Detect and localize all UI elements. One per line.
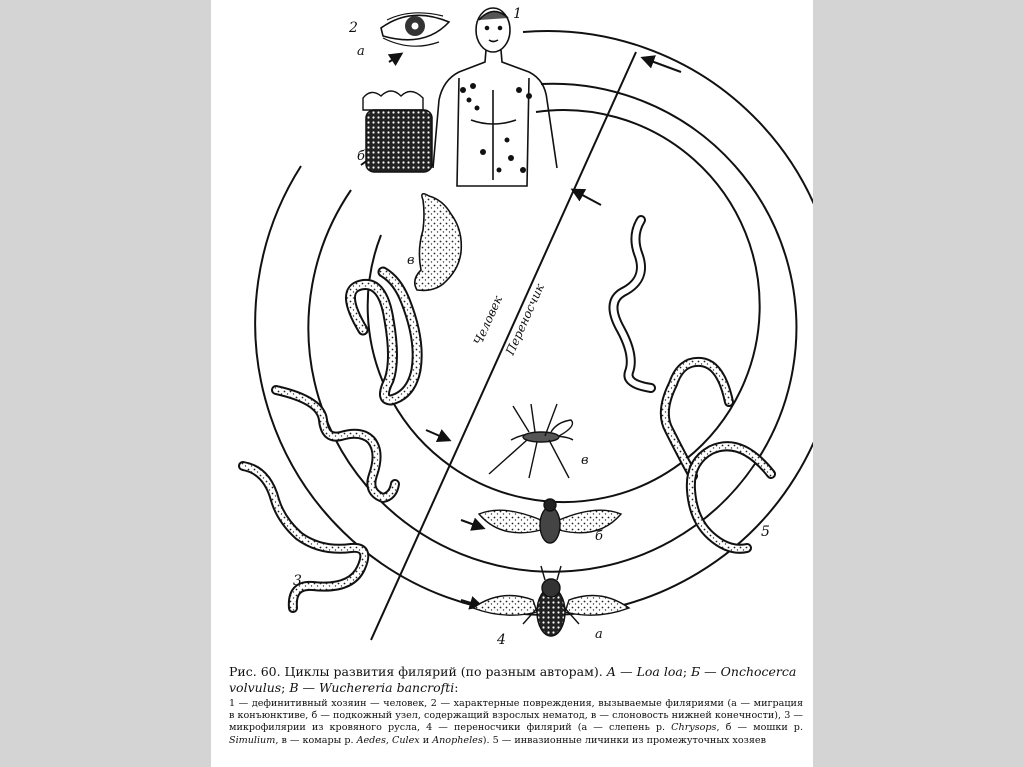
filaria-life-cycle-diagram [211,0,813,660]
figure-caption [229,664,803,747]
divider-label-vector: Переносчик [502,281,547,358]
legend-text: ). 5 — инвазионные личинки из промежуточных хозяев [482,734,766,746]
caption-suffix: : [454,680,459,695]
cycle-arrow [426,430,449,440]
human-figure [433,8,557,186]
label-letter-b-node: б [357,149,365,164]
subcutaneous-node-illustration [363,91,432,172]
legend-genus-chrysops: Chrysops [671,722,717,734]
deerfly-illustration [473,566,629,636]
legend-text: 1 — дефинитивный хозяин — человек, 2 — характерные повреждения, вызываемые филяриями (а — миграция в конъюнктиве, б — подкожный узел, содержащий взрослых нематод, в — слоновость нижней конечности), 3 — микрофилярии из кровяного русла, 4 — переносчики филярий (а — слепень р. [229,698,803,734]
caption-species-b: Б — Onchocerca volvulus [229,664,797,695]
caption-prefix: Рис. 60. Циклы развития филярий (по разным авторам). [229,664,607,679]
label-number-3: 3 [293,573,302,589]
legend-text: и [419,734,433,746]
label-number-1: 1 [513,6,522,22]
caption-separator: ; [682,664,692,679]
cycle-arrow [573,190,601,205]
label-number-2: 2 [349,20,358,36]
page [211,0,813,767]
infective-larvae [613,220,771,549]
divider-label-human: Человек [470,293,506,348]
label-letter-a-deerfly: а [595,627,603,642]
cycle-arrow [461,520,483,528]
legend-text: , б — мошки р. [716,722,803,734]
caption-title [229,664,803,696]
caption-species-c: В — Wuchereria bancrofti [289,680,455,695]
legend-genus-anopheles: Anopheles [432,734,483,746]
skin-nodules [460,83,532,173]
eye-conjunctiva-illustration [381,13,449,46]
mosquito-illustration [489,404,573,478]
caption-species-a: А — Loa loa [606,664,683,679]
legend-genus-simulium: Simulium [229,734,276,746]
caption-legend [229,698,803,747]
label-letter-b-blackfly: б [595,529,603,544]
label-letter-v-mosquito: в [581,453,589,468]
cycle-arrow [389,54,401,62]
elephantiasis-leg-illustration [415,194,462,291]
label-letter-v-leg: в [407,253,415,268]
label-letter-a-eye: а [357,44,365,59]
adult-worm [350,272,417,400]
legend-genus-aedes-culex: Aedes, Culex [356,734,420,746]
caption-separator: ; [281,680,290,695]
label-number-4: 4 [497,632,506,648]
legend-text: , в — комары р. [275,734,357,746]
label-number-5: 5 [761,524,770,540]
microfilaria-worms [243,390,395,608]
